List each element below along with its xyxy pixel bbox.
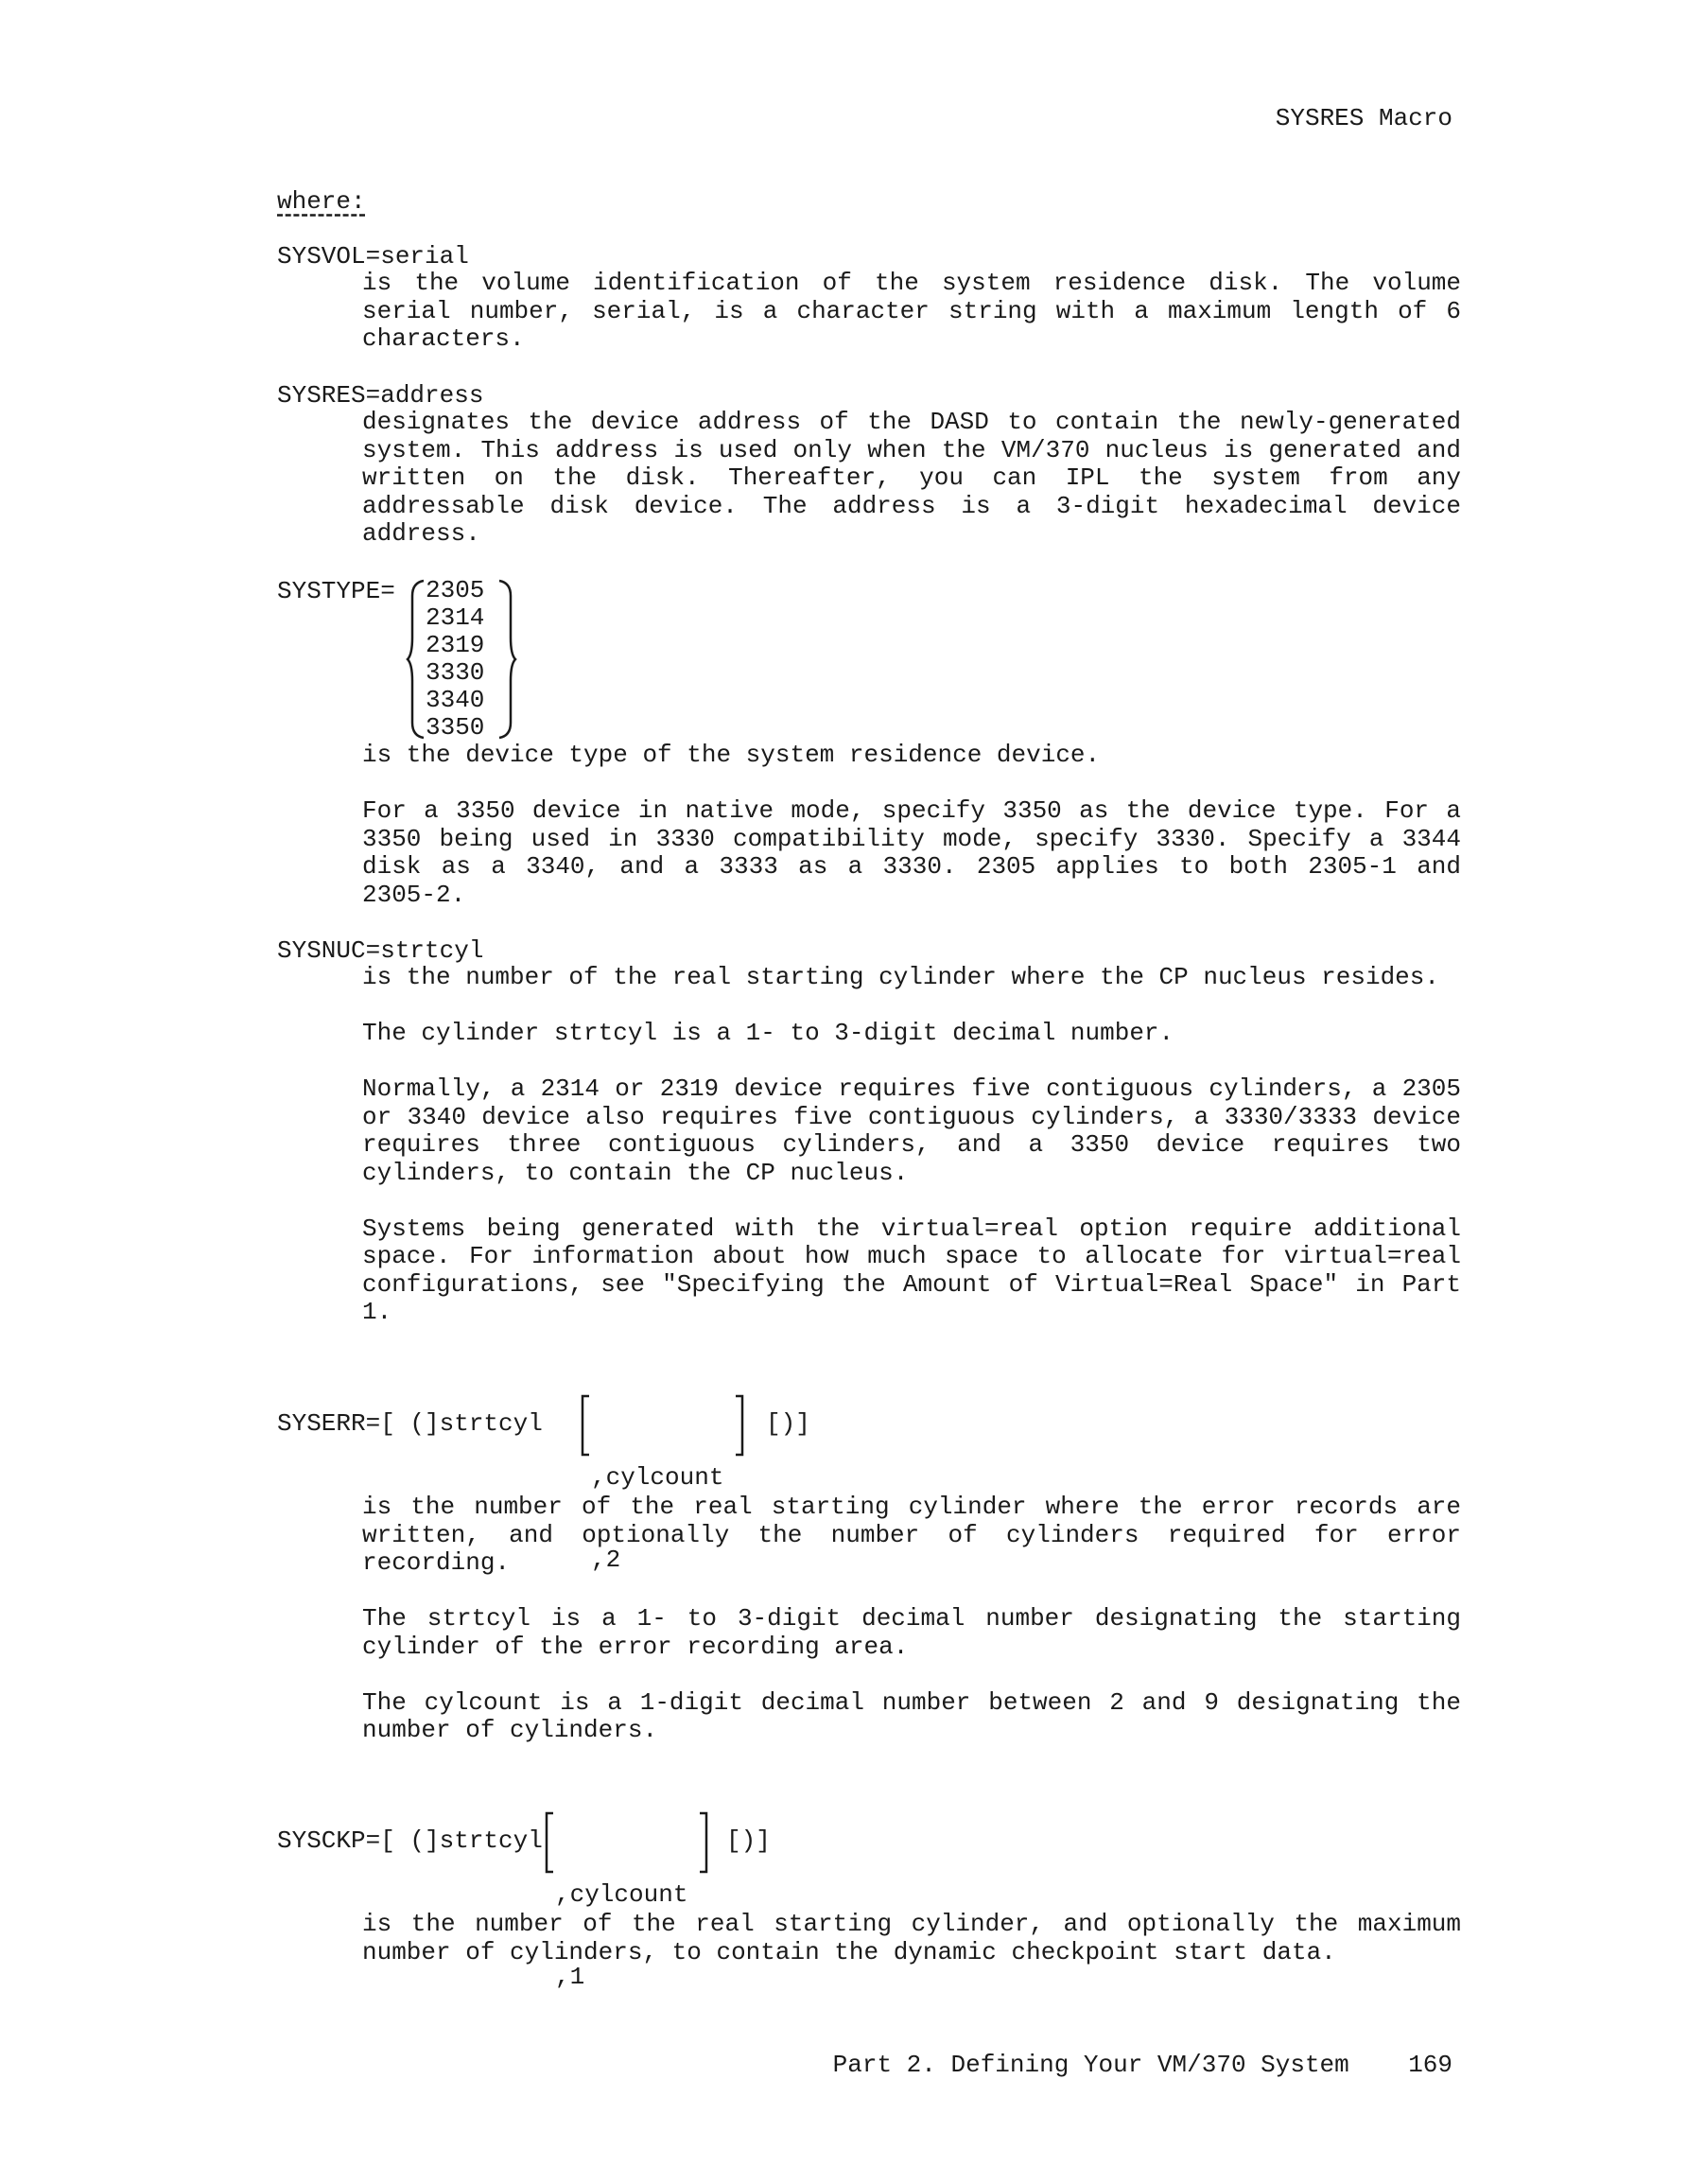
right-bracket-icon: [698, 1811, 709, 1874]
sysckp-option-cylcount: ,cylcount: [555, 1880, 688, 1909]
left-bracket-icon: [544, 1811, 555, 1874]
sysres-description: designates the device address of the DASD to contain the newly-generated system. This address is used only when the VM/370 nucleus is generated and written on the disk. Thereafter, you can IPL the system from any addressable disk device. The address is a 3-digit hexadecimal device address.: [362, 408, 1461, 548]
right-bracket-icon: [734, 1394, 745, 1457]
systype-option: 3340: [426, 686, 485, 714]
sysnuc-description: is the number of the real starting cylinder where the CP nucleus resides. The cylinder strtcyl is a 1- to 3-digit decimal number. Normally, a 2314 or 2319 device requires five contiguous cylinders, a 2305 or 3340 device also requires five contiguous cylinders, a 3330/3333 device requires three contiguous cylinders, and a 3350 device requires two cylinders, to contain the CP nucleus. Systems being generated with the virtual=real option require additional space. For information about how much space to allocate for virtual=real configurations, see "Specifying the Amount of Virtual=Real Space" in Part 1.: [362, 963, 1461, 1326]
sysckp-closing: [)]: [726, 1826, 771, 1855]
syserr-closing: [)]: [766, 1409, 810, 1438]
systype-option: 3330: [426, 658, 485, 687]
left-bracket-icon: [580, 1394, 591, 1457]
sysvol-description: is the volume identification of the system residence disk. The volume serial number, serial, is a character string with a maximum length of 6 characters.: [362, 269, 1461, 353]
sysvol-keyword: SYSVOL=serial: [277, 242, 469, 271]
syserr-option-cylcount: ,cylcount: [591, 1463, 724, 1492]
sysckp-option-default: ,1: [555, 1963, 585, 1991]
page-footer: [833, 2051, 1452, 2079]
systype-keyword: SYSTYPE=: [277, 577, 395, 605]
systype-option: 2314: [426, 603, 485, 632]
where-label: where:: [277, 187, 366, 216]
sysnuc-keyword: SYSNUC=strtcyl: [277, 936, 484, 965]
sysckp-description: is the number of the real starting cylinder, and optionally the maximum number of cylinders, to contain the dynamic checkpoint start data.: [362, 1910, 1461, 1966]
systype-option: 2319: [426, 631, 485, 659]
footer-title: Part 2. Defining Your VM/370 System: [832, 2051, 1349, 2079]
systype-option: 2305: [426, 576, 485, 604]
page-number: 169: [1408, 2051, 1452, 2079]
running-header: SYSRES Macro: [1275, 104, 1452, 132]
sysres-keyword: SYSRES=address: [277, 381, 484, 410]
syserr-keyword: SYSERR=[ (]strtcyl: [277, 1409, 543, 1438]
sysckp-keyword: SYSCKP=[ (]strtcyl: [277, 1826, 543, 1855]
systype-description: is the device type of the system residence device. For a 3350 device in native mode, specify 3350 as the device type. For a 3350 being used in 3330 compatibility mode, specify 3330. Specify a 3344 disk as a 3340, and a 3333 as a 3330. 2305 applies to both 2305-1 and 2305-2.: [362, 741, 1461, 909]
systype-option: 3350: [426, 713, 485, 742]
systype-options: [426, 577, 484, 742]
right-brace-icon: [494, 579, 518, 740]
syserr-option-default: ,2: [591, 1546, 621, 1574]
syserr-description: is the number of the real starting cylinder where the error records are written, and optionally the number of cylinders required for error recording. The strtcyl is a 1- to 3-digit decimal number designating the starting cylinder of the error recording area. The cylcount is a 1-digit decimal number between 2 and 9 designating the number of cylinders.: [362, 1493, 1461, 1744]
